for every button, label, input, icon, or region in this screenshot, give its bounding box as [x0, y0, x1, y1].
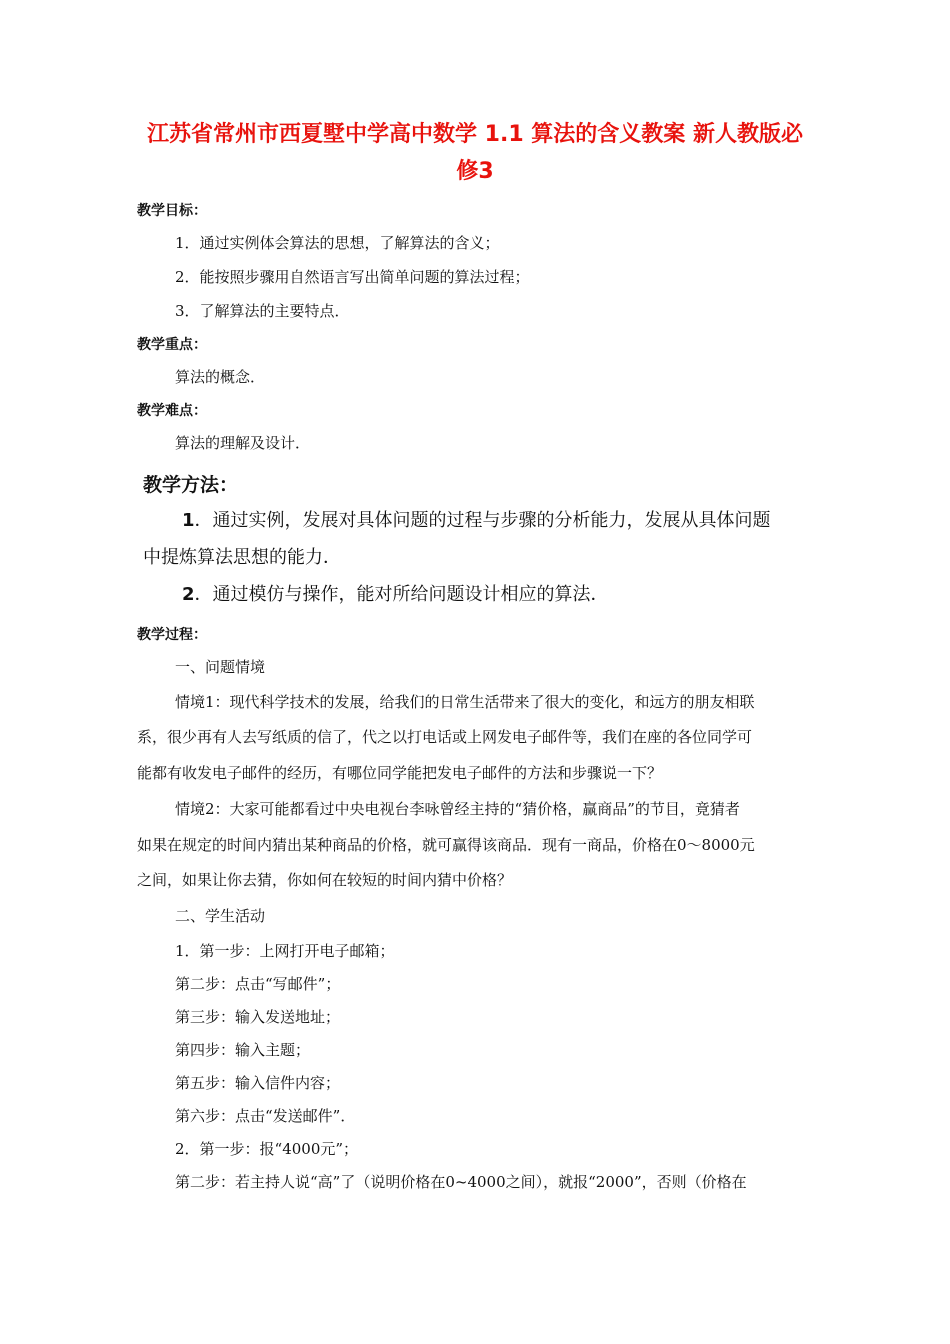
method-item-1: [182, 508, 771, 534]
step-line: 第六步：点击“发送邮件”．: [175, 1107, 356, 1125]
scenario-2-line: 之间，如果让你去猜，你如何在较短的时间内猜中价格？: [137, 871, 513, 889]
step-line: 第二步：点击“写邮件”；: [175, 975, 341, 993]
section-heading: 二、学生活动: [175, 907, 266, 925]
key-points-text: 算法的概念．: [175, 368, 266, 386]
method-item-2-number: 2: [182, 584, 195, 605]
goal-item: 1．通过实例体会算法的思想，了解算法的含义；: [175, 234, 500, 252]
method-item-1-text: ．通过实例，发展对具体问题的过程与步骤的分析能力，发展从具体问题: [194, 510, 771, 531]
process-heading: 教学过程：: [137, 627, 207, 643]
document-title-line-2: 修3: [456, 159, 494, 184]
method-item-1-number: 1: [182, 510, 195, 531]
document-title-line-1: 江苏省常州市西夏墅中学高中数学 1.1 算法的含义教案 新人教版必: [147, 122, 803, 147]
difficulties-text: 算法的理解及设计．: [175, 434, 311, 452]
scenario-2-line: 如果在规定的时间内猜出某种商品的价格，就可赢得该商品．现有一商品，价格在0～8000元: [137, 836, 755, 854]
method-item-2: [182, 582, 609, 608]
goals-heading: 教学目标：: [137, 203, 207, 219]
step-line: 第二步：若主持人说“高”了（说明价格在0~4000之间），就报“2000”，否则（价格在: [175, 1173, 747, 1191]
scenario-1-line: 情境1：现代科学技术的发展，给我们的日常生活带来了很大的变化，和远方的朋友相联: [175, 693, 755, 711]
scenario-2-line: 情境2：大家可能都看过中央电视台李咏曾经主持的“猜价格，赢商品”的节目，竟猜者: [175, 800, 740, 818]
method-item-1-continued: 中提炼算法思想的能力．: [143, 547, 341, 568]
method-item-2-text: ．通过模仿与操作，能对所给问题设计相应的算法．: [194, 584, 609, 605]
step-line: 第五步：输入信件内容；: [175, 1074, 341, 1092]
scenario-1-line: 能都有收发电子邮件的经历，有哪位同学能把发电子邮件的方法和步骤说一下？: [137, 764, 663, 782]
scenario-1-line: 系，很少再有人去写纸质的信了，代之以打电话或上网发电子邮件等，我们在座的各位同学可: [137, 728, 753, 746]
step-line: 1．第一步：上网打开电子邮箱；: [175, 942, 395, 960]
goal-item: 2．能按照步骤用自然语言写出简单问题的算法过程；: [175, 268, 530, 286]
key-points-heading: 教学重点：: [137, 337, 207, 353]
methods-heading: 教学方法：: [143, 474, 239, 496]
section-heading: 一、问题情境: [175, 658, 266, 676]
step-line: 2．第一步：报“4000元”；: [175, 1140, 359, 1158]
difficulties-heading: 教学难点：: [137, 403, 207, 419]
step-line: 第三步：输入发送地址；: [175, 1008, 341, 1026]
step-line: 第四步：输入主题；: [175, 1041, 311, 1059]
goal-item: 3．了解算法的主要特点．: [175, 302, 350, 320]
